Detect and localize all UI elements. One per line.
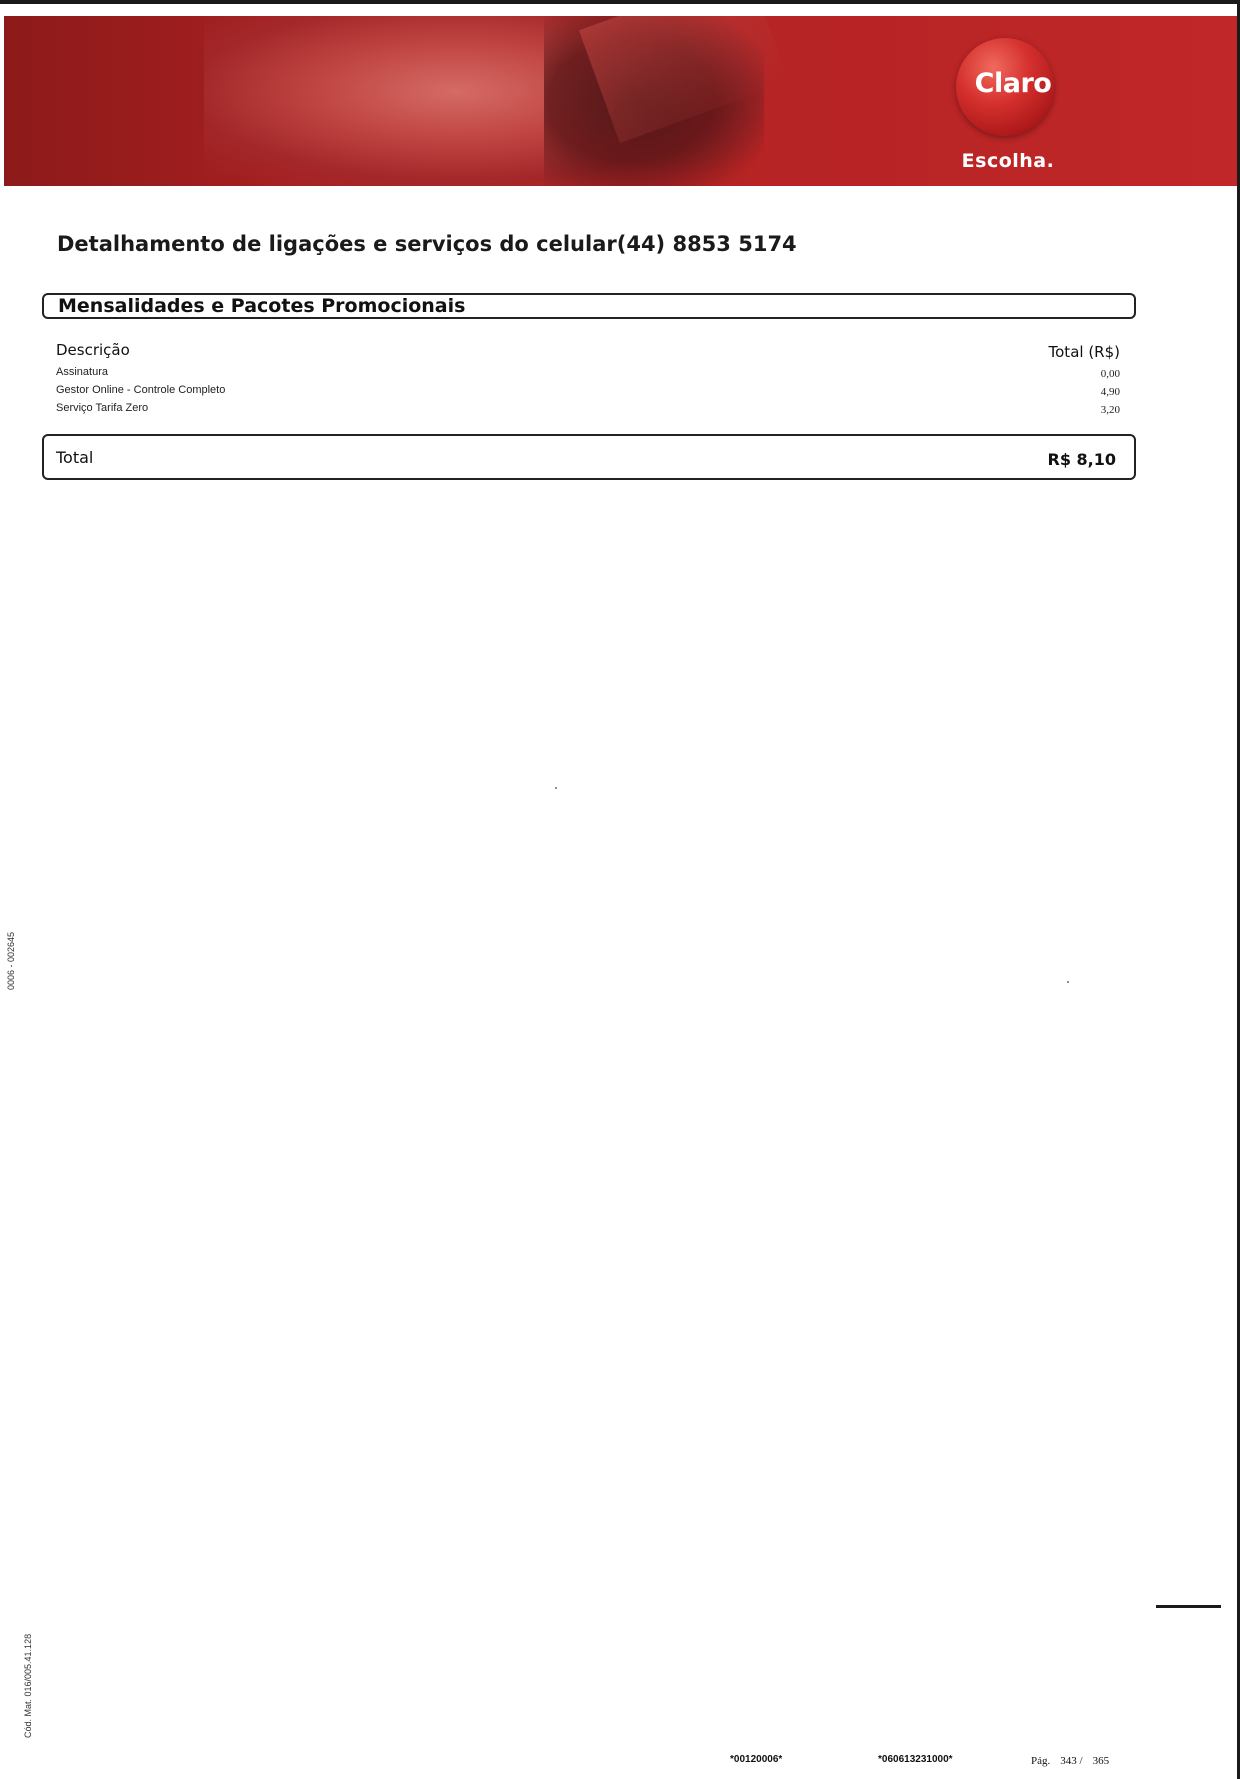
claro-logo-text: Claro — [974, 68, 1052, 99]
page-title: Detalhamento de ligações e serviços do celular(44) 8853 5174 — [57, 232, 797, 256]
page-current: 343 / — [1060, 1755, 1083, 1767]
total-box — [42, 434, 1136, 480]
page-total: 365 — [1092, 1755, 1110, 1767]
item-value: 3,20 — [1100, 404, 1120, 416]
item-value: 4,90 — [1100, 386, 1120, 398]
total-label: Total — [56, 448, 94, 467]
margin-mark — [1156, 1605, 1221, 1608]
item-description: Serviço Tarifa Zero — [56, 402, 149, 414]
column-header-total: Total (R$) — [1048, 343, 1120, 361]
column-header-description: Descrição — [56, 341, 130, 359]
section-header-box — [42, 293, 1136, 319]
scan-speck — [1067, 981, 1069, 983]
section-title: Mensalidades e Pacotes Promocionais — [58, 295, 466, 317]
footer-barcode-code: *00120006* — [730, 1754, 783, 1765]
brand-tagline: Escolha. — [961, 150, 1055, 172]
item-description: Gestor Online - Controle Completo — [56, 384, 226, 396]
scan-speck — [555, 787, 557, 789]
side-code-top: 0006 - 002645 — [6, 931, 16, 990]
page-label: Pág. — [1031, 1755, 1051, 1767]
item-description: Assinatura — [56, 366, 108, 378]
top-border — [0, 0, 1240, 4]
page-number — [1031, 1755, 1119, 1767]
list-item — [56, 384, 1120, 402]
list-item — [56, 366, 1120, 384]
footer-document-code: *060613231000* — [878, 1754, 953, 1765]
list-item — [56, 402, 1120, 420]
side-code-bottom: Cód. Mat. 016/005.41.128 — [23, 1633, 33, 1738]
total-value: R$ 8,10 — [1047, 450, 1116, 469]
item-value: 0,00 — [1100, 368, 1120, 380]
